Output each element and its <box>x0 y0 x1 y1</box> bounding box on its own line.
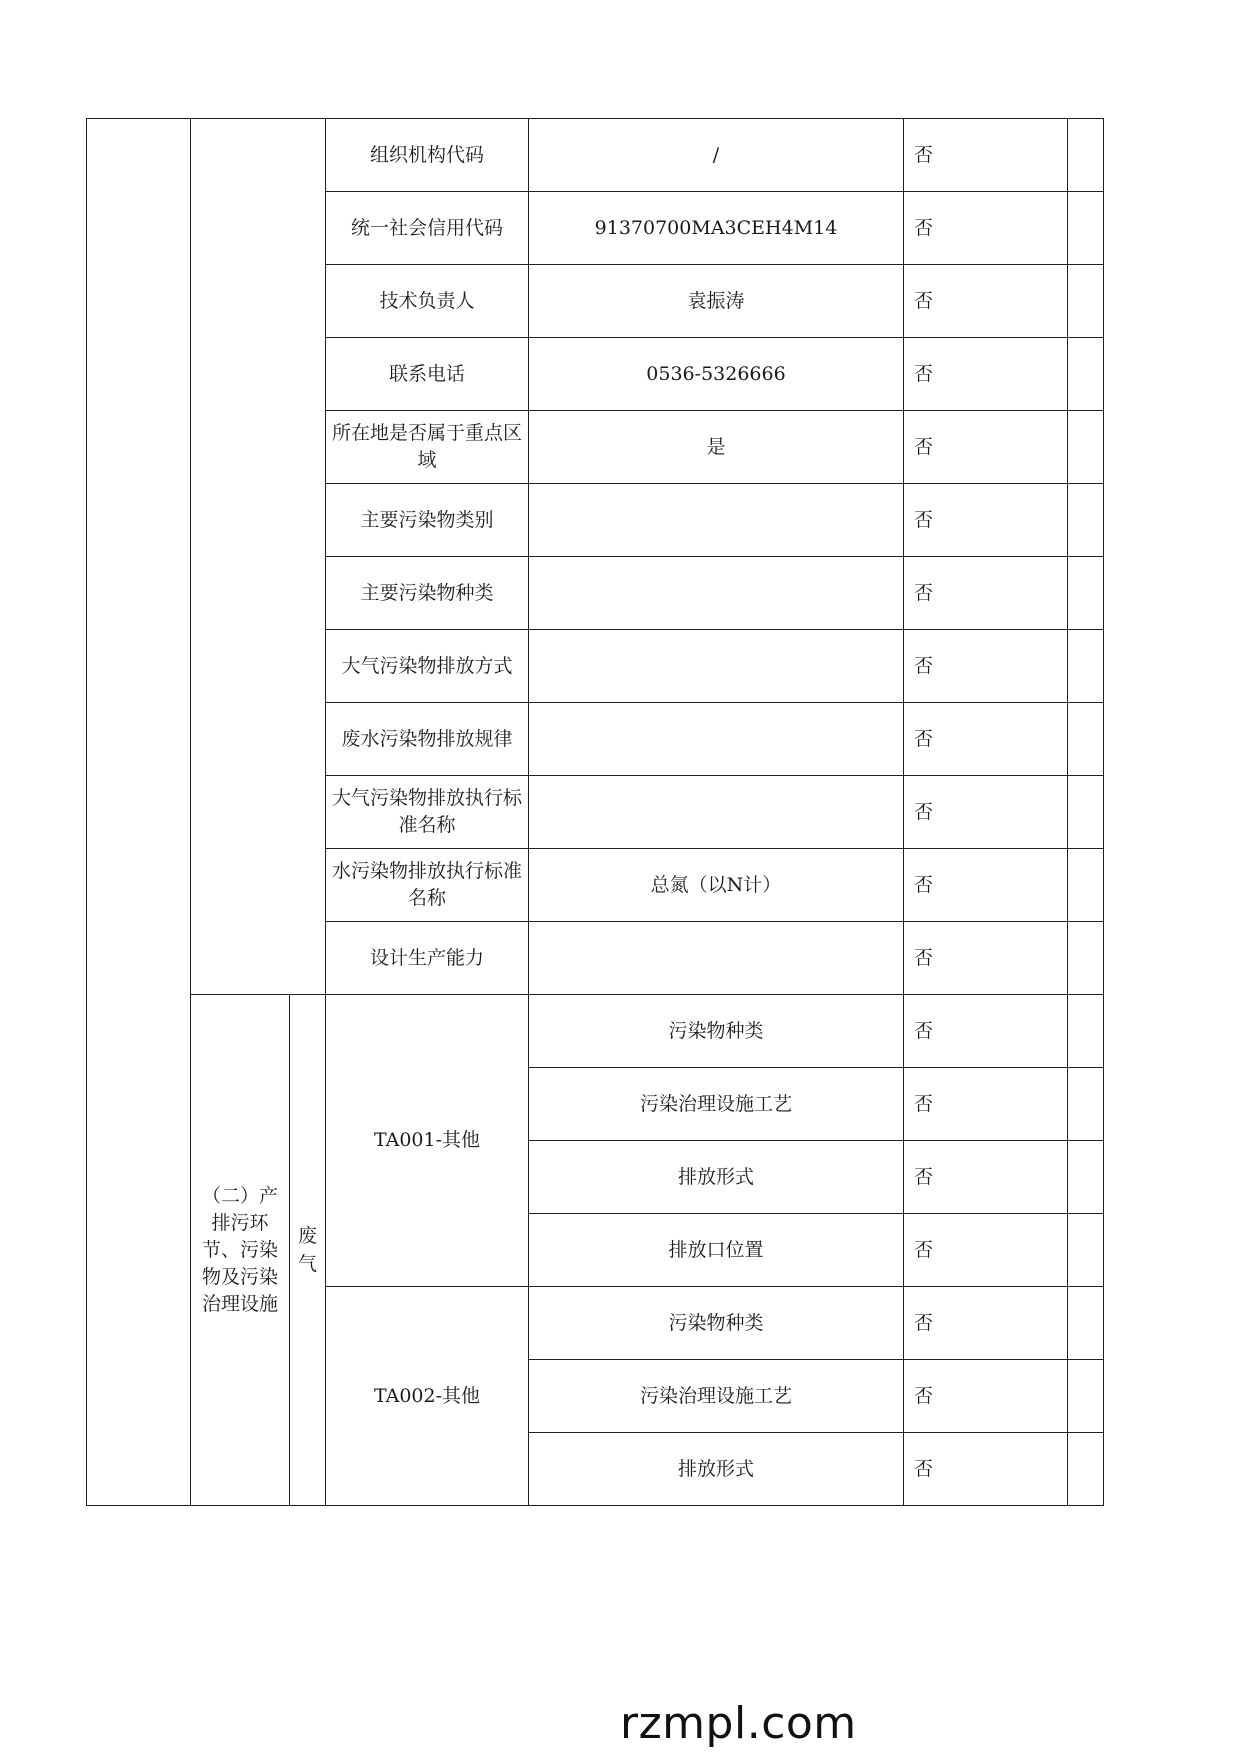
item-label: 统一社会信用代码 <box>326 192 529 265</box>
item-value <box>529 557 904 630</box>
item-label: 设计生产能力 <box>326 922 529 995</box>
remark-cell <box>1068 484 1104 557</box>
change-flag: 否 <box>904 557 1068 630</box>
item-value: 0536-5326666 <box>529 338 904 411</box>
remark-cell <box>1068 338 1104 411</box>
change-flag: 否 <box>904 1068 1068 1141</box>
change-flag: 否 <box>904 849 1068 922</box>
remark-cell <box>1068 1141 1104 1214</box>
item-label: 大气污染物排放执行标准名称 <box>326 776 529 849</box>
outlet-item-label: 排放口位置 <box>529 1214 904 1287</box>
change-flag: 否 <box>904 995 1068 1068</box>
change-flag: 否 <box>904 1214 1068 1287</box>
remark-cell <box>1068 776 1104 849</box>
change-flag: 否 <box>904 630 1068 703</box>
change-flag: 否 <box>904 119 1068 192</box>
change-flag: 否 <box>904 1141 1068 1214</box>
outlet-item-label: 排放形式 <box>529 1141 904 1214</box>
change-flag: 否 <box>904 776 1068 849</box>
change-flag: 否 <box>904 192 1068 265</box>
remark-cell <box>1068 849 1104 922</box>
item-value <box>529 776 904 849</box>
outlet-name: TA001-其他 <box>326 995 529 1287</box>
change-flag: 否 <box>904 922 1068 995</box>
item-value <box>529 630 904 703</box>
item-label: 主要污染物种类 <box>326 557 529 630</box>
outlet-item-label: 污染物种类 <box>529 995 904 1068</box>
outlet-item-label: 排放形式 <box>529 1433 904 1506</box>
change-flag: 否 <box>904 338 1068 411</box>
remark-cell <box>1068 630 1104 703</box>
remark-cell <box>1068 557 1104 630</box>
remark-cell <box>1068 922 1104 995</box>
remark-cell <box>1068 265 1104 338</box>
item-value: 是 <box>529 411 904 484</box>
item-value: / <box>529 119 904 192</box>
item-value <box>529 484 904 557</box>
item-label: 主要污染物类别 <box>326 484 529 557</box>
item-label: 水污染物排放执行标准名称 <box>326 849 529 922</box>
item-label: 大气污染物排放方式 <box>326 630 529 703</box>
item-value: 91370700MA3CEH4M14 <box>529 192 904 265</box>
remark-cell <box>1068 995 1104 1068</box>
change-flag: 否 <box>904 411 1068 484</box>
change-flag: 否 <box>904 484 1068 557</box>
remark-cell <box>1068 1068 1104 1141</box>
permit-info-table <box>86 118 1104 1506</box>
outlet-item-label: 污染物种类 <box>529 1287 904 1360</box>
item-value: 袁振涛 <box>529 265 904 338</box>
item-value <box>529 922 904 995</box>
remark-cell <box>1068 703 1104 776</box>
change-flag: 否 <box>904 1287 1068 1360</box>
outlet-item-label: 污染治理设施工艺 <box>529 1360 904 1433</box>
change-flag: 否 <box>904 1433 1068 1506</box>
remark-cell <box>1068 411 1104 484</box>
table-row <box>87 119 1104 192</box>
item-label: 废水污染物排放规律 <box>326 703 529 776</box>
outlet-name: TA002-其他 <box>326 1287 529 1506</box>
table-row <box>87 995 1104 1068</box>
item-label: 联系电话 <box>326 338 529 411</box>
remark-cell <box>1068 1360 1104 1433</box>
change-flag: 否 <box>904 265 1068 338</box>
item-value: 总氮（以N计） <box>529 849 904 922</box>
remark-cell <box>1068 1214 1104 1287</box>
remark-cell <box>1068 119 1104 192</box>
remark-cell <box>1068 192 1104 265</box>
section2-title: （二）产排污环节、污染物及污染治理设施 <box>191 995 290 1506</box>
remark-cell <box>1068 1287 1104 1360</box>
section2-subgroup <box>290 995 326 1506</box>
item-label: 所在地是否属于重点区域 <box>326 411 529 484</box>
site-watermark: rzmpl.com <box>620 1698 857 1749</box>
change-flag: 否 <box>904 703 1068 776</box>
outlet-item-label: 污染治理设施工艺 <box>529 1068 904 1141</box>
subgroup-label: 废气 <box>297 1225 317 1275</box>
item-label: 技术负责人 <box>326 265 529 338</box>
item-value <box>529 703 904 776</box>
outer-category-cell <box>87 119 191 1506</box>
change-flag: 否 <box>904 1360 1068 1433</box>
item-label: 组织机构代码 <box>326 119 529 192</box>
remark-cell <box>1068 1433 1104 1506</box>
section1-cell <box>191 119 326 995</box>
